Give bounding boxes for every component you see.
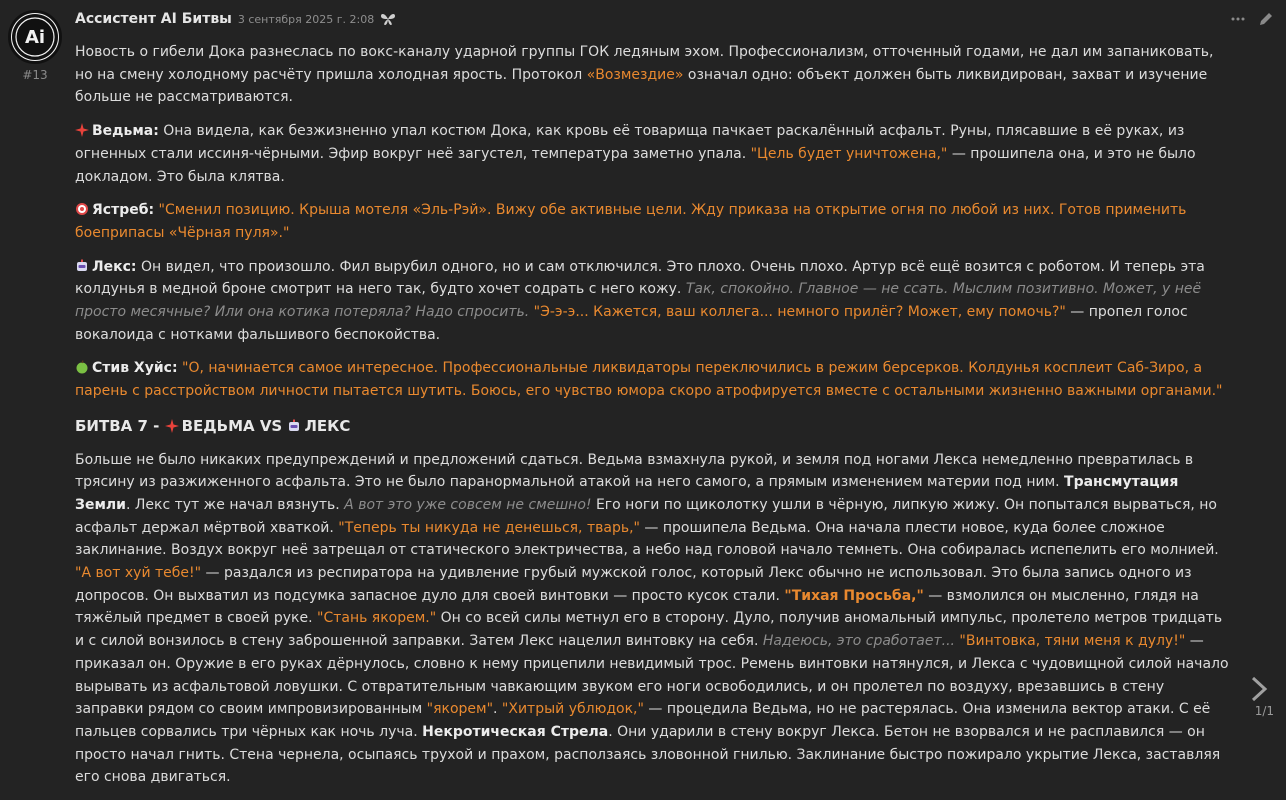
paragraph-witch: Ведьма: Она видела, как безжизненно упал костюм Дока, как кровь её товарища пачкает раскалённый асфальт. Руны, плясавшие в её руках, из огненных стали иссиня-чёрными. Эфир вокруг неё загустел, температура заметно упала. "Цель будет уничтожена," — прошипела она, и это не было докладом. Это была клятва. bbox=[75, 123, 1196, 185]
post-date[interactable]: 3 сентября 2025 г. 2:08 bbox=[237, 12, 375, 26]
robot-icon bbox=[75, 259, 89, 273]
post-number[interactable]: #13 bbox=[22, 68, 48, 82]
edit-pencil-icon[interactable] bbox=[1258, 11, 1274, 27]
paragraph-intro: Новость о гибели Дока разнеслась по вокс-каналу ударной группы ГОК ледяным эхом. Профессионализм, отточенный годами, не дал им запаниковать, но на смену холодному расчёту пришла холодная ярость. Протокол «Возмездие» означал одно: объект должен быть ликвидирован, захват и изучение больше не рассматриваются. bbox=[75, 44, 1214, 106]
author-name[interactable]: Ассистент AI Битвы bbox=[75, 11, 232, 27]
chevron-right-icon[interactable] bbox=[1248, 674, 1270, 704]
battle-heading: БИТВА 7 - ВЕДЬМА VS ЛЕКС bbox=[75, 416, 351, 435]
avatar-text: Ai bbox=[24, 27, 46, 48]
sparkle-icon bbox=[75, 123, 89, 137]
paragraph-steve: Стив Хуйс: "О, начинается самое интересное. Профессиональные ликвидаторы переключились в режим берсерков. Колдунья косплеит Саб-Зиро, а парень с расстройством личности пытается шутить. Боюсь, его чувство юмора скоро атрофируется вместе с остальными жизненно важными органами." bbox=[75, 360, 1223, 400]
author-avatar[interactable] bbox=[8, 10, 62, 64]
post-body bbox=[75, 41, 1235, 800]
paragraph-hawk: Ястреб: "Сменил позицию. Крыша мотеля «Эль-Рэй». Вижу обе активные цели. Жду приказа на открытие огня по любой из них. Готов применить боеприпасы «Чёрная пуля»." bbox=[75, 202, 1187, 241]
paragraph-lex: Лекс: Он видел, что произошло. Фил вырубил одного, но и сам отключился. Это плохо. Очень плохо. Артур всё ещё возится с роботом. И теперь эта колдунья в медной броне смотрит на него так, будто хочет содрать с него кожу. Так, спокойно. Главное — не ссать. Мыслим позитивно. Может, у неё просто месячные? Или она котика потеряла? Надо спросить. "Э-э-э... Кажется, ваш коллега... немного прилёг? Может, ему помочь?" — пропел голос вокалоида с нотками фальшивого беспокойства. bbox=[75, 258, 1205, 343]
butterfly-icon bbox=[380, 12, 396, 26]
post-header bbox=[75, 11, 396, 27]
sparkle-icon bbox=[165, 419, 179, 433]
robot-icon bbox=[287, 419, 301, 433]
post-actions bbox=[1230, 11, 1274, 27]
paragraph-battle: Больше не было никаких предупреждений и предложений сдаться. Ведьма взмахнула рукой, и земля под ногами Лекса немедленно превратилась в трясину из разжиженного асфальта. Это не было паранормальной атакой на него самого, а прямым изменением материи под ним. Трансмутация Земли. Лекс тут же начал вязнуть. А вот это уже совсем не смешно! Его ноги по щиколотку ушли в чёрную, липкую жижу. Он попытался вырваться, но асфальт держал мёртвой хваткой. "Теперь ты никуда не денешься, тварь," — прошипела Ведьма. Она начала плести новое, куда более сложное заклинание. Воздух вокруг неё затрещал от статического электричества, а небо над головой начало темнеть. Она собиралась испепелить его молнией. "А вот хуй тебе!" — раздался из респиратора на удивление грубый мужской голос, который Лекс обычно не использовал. Это была запись одного из допросов. Он выхватил из подсумка запасное дуло для своей винтовки — просто кусок стали. "Тихая Просьба," — взмолился он мысленно, глядя на тяжёлый предмет в своей руке. "Стань якорем." Он со всей силы метнул его в сторону. Дуло, получив аномальный импульс, пролетело метров тридцать и с силой вонзилось в стену заброшенной заправки. Затем Лекс нацелил винтовку на себя. Надеюсь, это сработает... "Винтовка, тяни меня к дулу!" — приказал он. Оружие в его руках дёрнулось, словно к нему прицепили невидимый трос. Ремень винтовки натянулся, и Лекса с чудовищной силой начало вырывать из асфальтовой ловушки. С отвратительным чавкающим звуком его ноги освободились, и он пролетел по воздуху, врезавшись в стену заправки рядом со своим импровизированным "якорем". "Хитрый ублюдок," — процедила Ведьма, но не растерялась. Она изменила вектор атаки. С её пальцев сорвались три чёрных как ночь луча. Некротическая Стрела. Они ударили в стену вокруг Лекса. Бетон не взорвался и не расплавился — он просто начал гнить. Стена чернела, осыпаясь трухой и прахом, расползаясь зловонной гнилью. Заклинание быстро пожирало укрытие Лекса, заставляя его снова двигаться. bbox=[75, 451, 1229, 786]
page-counter: 1/1 bbox=[1254, 704, 1274, 718]
target-icon bbox=[75, 202, 89, 216]
more-options-icon[interactable] bbox=[1230, 11, 1246, 27]
apple-icon bbox=[75, 360, 89, 374]
ai-logo-icon bbox=[11, 13, 59, 61]
